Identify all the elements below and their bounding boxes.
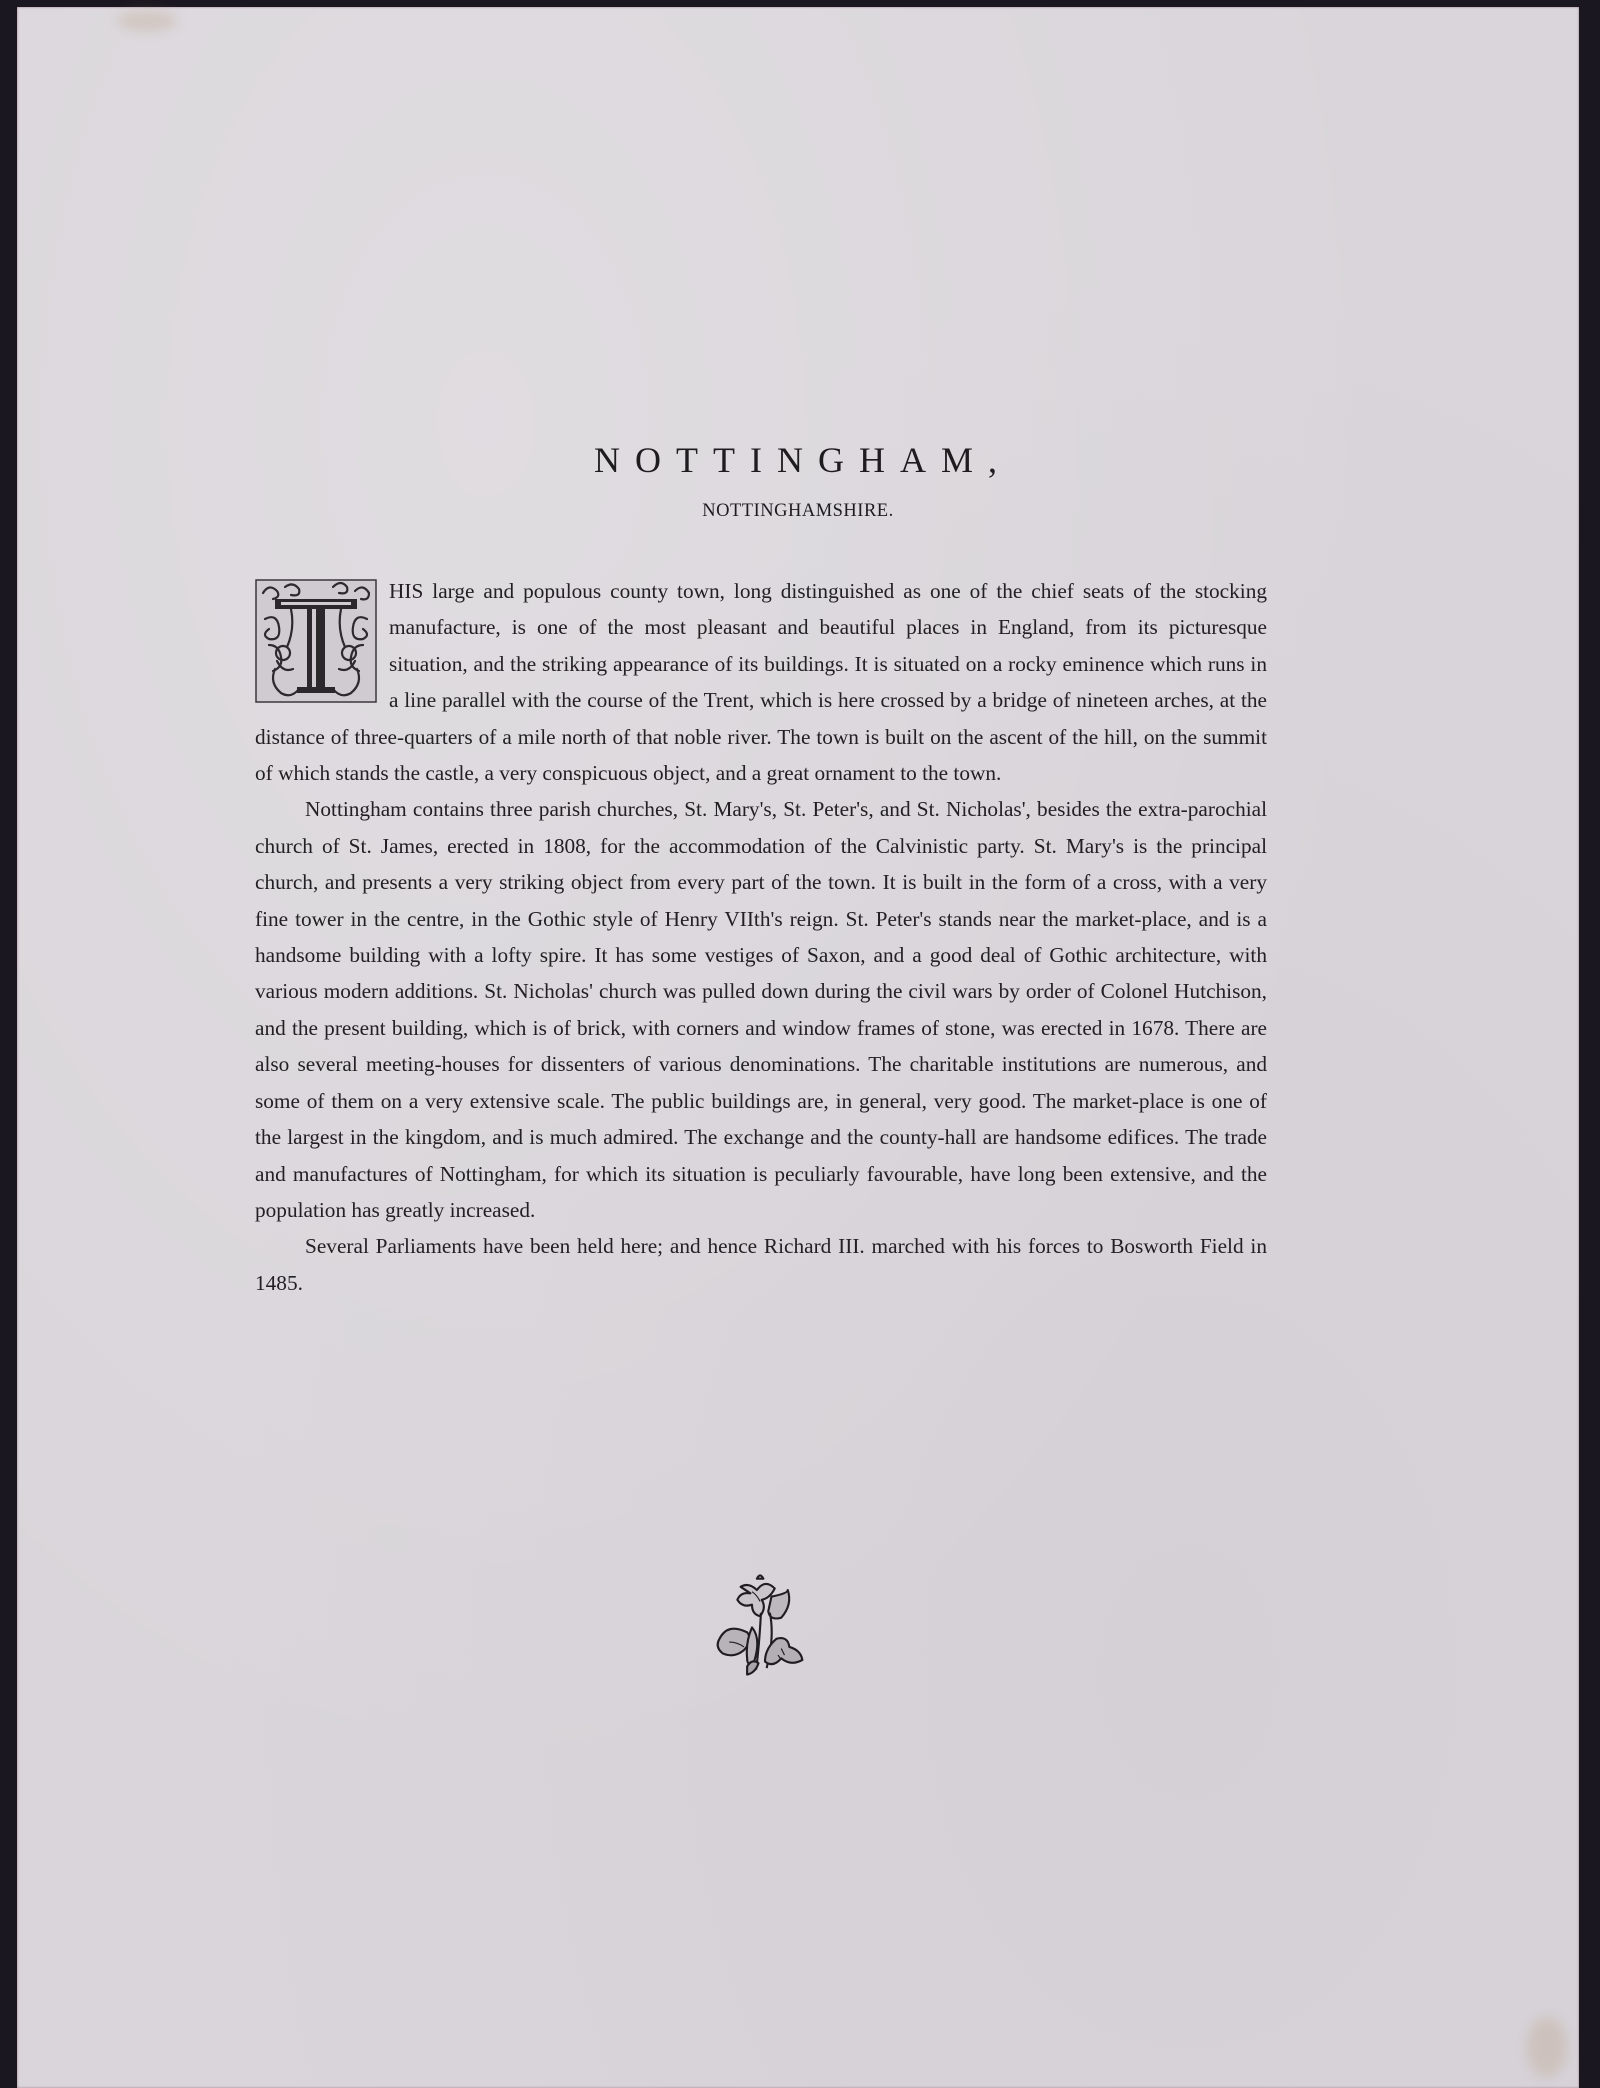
paragraph-1 xyxy=(255,573,1267,791)
page-title: NOTTINGHAM, xyxy=(594,440,1012,481)
page-subtitle: NOTTINGHAMSHIRE. xyxy=(702,501,894,521)
book-page xyxy=(17,7,1579,2088)
paper-stain xyxy=(1527,2017,1567,2077)
violet-flower-ornament-icon xyxy=(700,1560,830,1690)
paragraph-2 xyxy=(255,791,1267,1228)
paragraph-text: Several Parliaments have been held here; and hence Richard III. marched with his forces to Bosworth Field in 1485. xyxy=(255,1234,1267,1295)
paragraph-text: Nottingham contains three parish churches, St. Mary's, St. Peter's, and St. Nicholas', besides the extra-parochial church of St. James, erected in 1808, for the accommodation of the Calvinistic party. St. Mary's is the principal church, and presents a very striking object from every part of the town. It is built in the form of a cross, with a very fine tower in the centre, in the Gothic style of Henry VIIth's reign. St. Peter's stands near the market-place, and is a handsome building with a lofty spire. It has some vestiges of Saxon, and a good deal of Gothic architecture, with various modern additions. St. Nicholas' church was pulled down during the civil wars by order of Colonel Hutchison, and the present building, which is of brick, with corners and window frames of stone, was erected in 1678. There are also several meeting-houses for dissenters of various denominations. The charitable institutions are numerous, and some of them on a very extensive scale. The public buildings are, in general, very good. The market-place is one of the largest in the kingdom, and is much admired. The exchange and the county-hall are handsome edifices. The trade and manufactures of Nottingham, for which its situation is peculiarly favourable, have long been extensive, and the population has greatly increased. xyxy=(255,797,1267,1222)
paper-stain xyxy=(117,11,177,31)
ornamental-initial-T-icon xyxy=(255,579,377,703)
paragraph-3 xyxy=(255,1228,1267,1301)
drop-cap-continuation: HIS xyxy=(389,579,424,603)
paragraph-text: large and populous county town, long distinguished as one of the chief seats of the stocking manufacture, is one of the most pleasant and beautiful places in England, from its picturesque situation, and the striking appearance of its buildings. It is situated on a rocky eminence which runs in a line parallel with the course of the Trent, which is here crossed by a bridge of nineteen arches, at the distance of three-quarters of a mile north of that noble river. The town is built on the ascent of the hill, on the summit of which stands the castle, a very conspicuous object, and a great ornament to the town. xyxy=(255,579,1267,786)
article-body xyxy=(255,573,1267,1301)
